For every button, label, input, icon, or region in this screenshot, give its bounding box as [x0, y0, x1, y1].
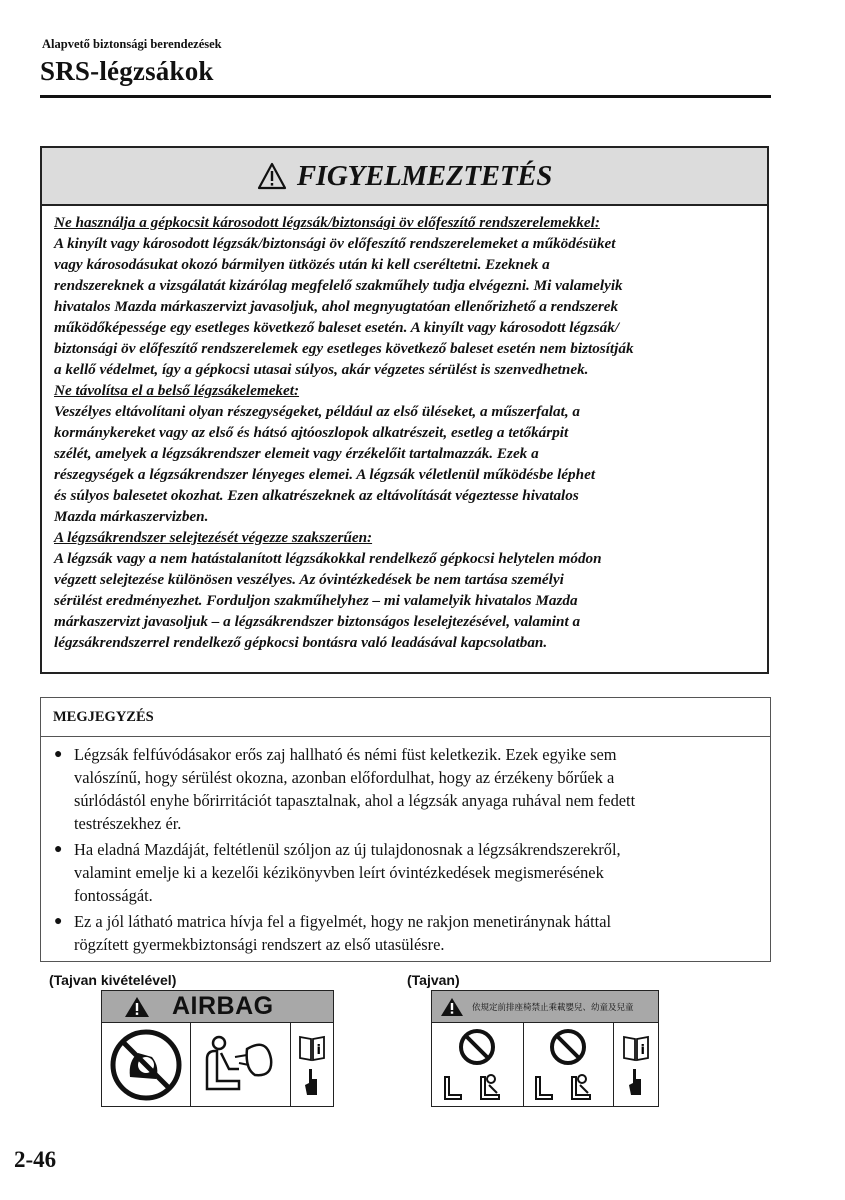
- child-seat-icon: [528, 1067, 608, 1103]
- prohibited-icon: [457, 1027, 497, 1067]
- bullet-icon: ●: [54, 842, 63, 857]
- list-item: [41, 910, 760, 956]
- page-title: SRS-légzsákok: [40, 56, 214, 86]
- label-outside-taiwan: (Tajvan kivételével): [49, 972, 177, 988]
- taiwan-airbag-sticker: [431, 990, 659, 1107]
- warning-section-heading: Ne használja a gépkocsit károsodott légzsák/biztonsági öv előfeszítő rendszerelemekkel:: [54, 214, 600, 231]
- bullet-icon: ●: [54, 747, 63, 762]
- child-seat-icon: [437, 1067, 517, 1103]
- warning-section-heading: Ne távolítsa el a belső légzsákelemeket:: [54, 382, 300, 399]
- note-title: MEGJEGYZÉS: [41, 698, 770, 737]
- warning-body: [42, 206, 767, 653]
- note-item-text: Légzsák felfúvódásakor erős zaj hallható és némi füst keletkezik. Ezek egyike sem valószínű, hogy sérülést okozna, azonban előfordulhat, hogy az érzékeny bőrűek a súrlódástól enyhe bőrirritációt tapasztalnak, ahol a légzsák anyaga ruhával nem fedett testrészekhez ér.: [74, 745, 636, 833]
- warning-section-heading: A légzsákrendszer selejtezését végezze szakszerűen:: [54, 529, 373, 546]
- airbag-sticker: [101, 990, 334, 1107]
- warning-header: [42, 148, 767, 206]
- warning-triangle-icon: [124, 996, 150, 1018]
- warning-section-text: A kinyílt vagy károsodott légzsák/biztonsági öv előfeszítő rendszerelemeket a működésüket vagy károsodásukat okozó bármilyen ütközés után ki kell cseréltetni. Ezeknek a rendszereknek a vizsgálatát kizárólag megfelelő szakműhely tudja elvégezni. Mi valamelyik hivatalos Mazda márkaszervizt javasoljuk, ahol megnyugtatóan ellenőrizhető a rendszerek működőképessége egy esetleges következő baleset esetén. A kinyílt vagy károsodott légzsák/ biztonsági öv előfeszítő rendszerelemek egy esetleges következő baleset esetén nem biztosítják a kellő védelmet, így a gépkocsi utasai súlyos, akár végzetes sérülést is szenvedhetnek.: [54, 235, 634, 378]
- no-rear-facing-seat-icon: [108, 1027, 184, 1103]
- warning-triangle-icon: [257, 162, 287, 190]
- prohibited-icon: [548, 1027, 588, 1067]
- warning-title: FIGYELMEZTETÉS: [296, 159, 553, 192]
- chinese-warning-text: 依規定前排座椅禁止乘載嬰兒、幼童及兒童: [472, 1002, 634, 1013]
- header-divider: [40, 95, 771, 98]
- note-item-text: Ez a jól látható matrica hívja fel a figyelmét, hogy ne rakjon menetiránynak háttal rögzített gyermekbiztonsági rendszert az első utasülésre.: [74, 912, 612, 954]
- section-header: Alapvető biztonsági berendezések: [42, 37, 222, 51]
- list-item: [41, 838, 760, 907]
- bullet-icon: ●: [54, 914, 63, 929]
- note-box: [40, 697, 771, 962]
- airbag-deploy-icon: [195, 1029, 285, 1101]
- note-list: [41, 737, 770, 956]
- hand-pointer-icon: [625, 1067, 647, 1097]
- page-number: 2-46: [14, 1147, 57, 1172]
- manual-info-icon: [297, 1033, 327, 1063]
- hand-pointer-icon: [301, 1067, 323, 1097]
- list-item: [41, 743, 760, 835]
- manual-info-icon: [621, 1033, 651, 1063]
- warning-box: [40, 146, 769, 674]
- label-taiwan: (Tajvan): [407, 972, 460, 988]
- svg-text:i: i: [316, 1043, 322, 1058]
- svg-text:i: i: [640, 1043, 646, 1058]
- airbag-word: AIRBAG: [172, 992, 274, 1020]
- warning-section-text: Veszélyes eltávolítani olyan részegységeket, például az első üléseket, a műszerfalat, a kormánykereket vagy az első és hátsó ajtóoszlopok alkatrészeit, esetleg a tetőkárpit szélét, amelyek a légzsákrendszer elemeit vagy érzékelőit tartalmazzák. Ezek a részegységek a légzsákrendszer lényeges elemei. A légzsák véletlenül működésbe léphet és súlyos balesetet okozhat. Ezen alkatrészeknek az eltávolítását végeztesse hivatalos Mazda márkaszervizben.: [54, 403, 596, 525]
- warning-triangle-icon: [440, 997, 464, 1017]
- warning-section-text: A légzsák vagy a nem hatástalanított légzsákokkal rendelkező gépkocsi helytelen módon végzett selejtezése különösen veszélyes. Az óvintézkedések be nem tartása személyi sérülést eredményezhet. Forduljon szakműhelyhez – mi valamelyik hivatalos Mazda márkaszervizt javasoljuk – a légzsákrendszer biztonságos leselejtezésével, valamint a légzsákrendszerrel rendelkező gépkocsi bontásra való leadásával kapcsolatban.: [54, 550, 602, 651]
- note-item-text: Ha eladná Mazdáját, feltétlenül szóljon az új tulajdonosnak a légzsákrendszerekről, valamint emelje ki a kezelői kézikönyvben leírt óvintézkedések megismerésének fontosságát.: [74, 840, 621, 905]
